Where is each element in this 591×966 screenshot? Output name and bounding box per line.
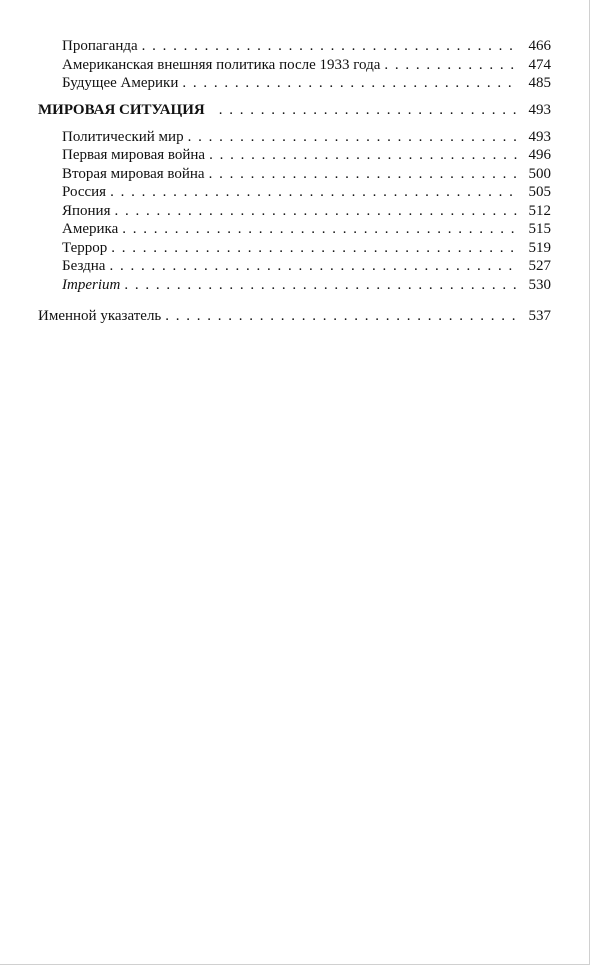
spacer (38, 294, 551, 307)
toc-entry-title: Первая мировая война (62, 147, 206, 163)
dot-leader (109, 257, 519, 276)
toc-entry-title: Америка (62, 221, 119, 237)
toc-entry-page: 466 (528, 38, 551, 54)
spacer (38, 120, 551, 128)
toc-entry-title: Япония (62, 202, 111, 219)
dot-leader (142, 37, 519, 56)
toc-entry-imperium (38, 276, 551, 295)
toc-entry-title: Вторая мировая война (62, 165, 205, 182)
toc-section-world-situation (38, 101, 551, 120)
toc-entry-title: Политический мир (62, 128, 184, 145)
dot-leader (182, 74, 519, 93)
spacer (38, 93, 551, 101)
toc-entry-title: Именной указатель (38, 308, 162, 324)
dot-leader (165, 307, 519, 326)
toc-entry-title: Пропаганда (62, 38, 138, 54)
dot-leader (209, 146, 519, 165)
dot-leader (124, 276, 519, 295)
dot-leader (122, 220, 519, 239)
toc-entry-title: Террор (62, 239, 108, 256)
toc-entry-american-foreign-policy (38, 56, 551, 75)
toc-entry-page: 505 (528, 184, 551, 200)
toc-entry-page: 500 (528, 165, 551, 182)
toc-entry-title: Россия (62, 184, 107, 200)
toc-section-title: МИРОВАЯ СИТУАЦИЯ (38, 101, 205, 118)
toc-entry-title: Imperium (62, 276, 121, 293)
dot-leader (111, 239, 519, 258)
dot-leader (209, 165, 519, 184)
toc-section-page: 493 (528, 101, 551, 118)
toc-entry-page: 474 (528, 56, 551, 73)
dot-leader (384, 56, 519, 75)
toc-entry-page: 519 (528, 239, 551, 256)
toc-entry-ww2 (38, 165, 551, 184)
toc-entry-abyss (38, 257, 551, 276)
toc-entry-political-world (38, 128, 551, 147)
toc-entry-name-index (38, 307, 551, 326)
toc-entry-title: Будущее Америки (62, 75, 179, 91)
toc-entry-ww1 (38, 146, 551, 165)
table-of-contents (38, 37, 551, 326)
toc-entry-japan (38, 202, 551, 221)
toc-entry-page: 515 (528, 221, 551, 237)
toc-entry-propaganda (38, 37, 551, 56)
toc-entry-future-of-america (38, 74, 551, 93)
toc-entry-page: 530 (528, 276, 551, 293)
toc-entry-title: Американская внешняя политика после 1933 года (62, 56, 381, 73)
toc-entry-page: 493 (528, 128, 551, 145)
toc-entry-page: 496 (528, 147, 551, 163)
dot-leader (219, 101, 519, 120)
toc-entry-page: 527 (528, 258, 551, 274)
toc-entry-page: 537 (528, 308, 551, 324)
toc-entry-page: 512 (528, 202, 551, 219)
dot-leader (188, 128, 519, 147)
dot-leader (110, 183, 519, 202)
toc-entry-russia (38, 183, 551, 202)
toc-entry-page: 485 (528, 75, 551, 91)
toc-entry-america (38, 220, 551, 239)
toc-entry-terror (38, 239, 551, 258)
dot-leader (115, 202, 520, 221)
toc-entry-title: Бездна (62, 258, 106, 274)
